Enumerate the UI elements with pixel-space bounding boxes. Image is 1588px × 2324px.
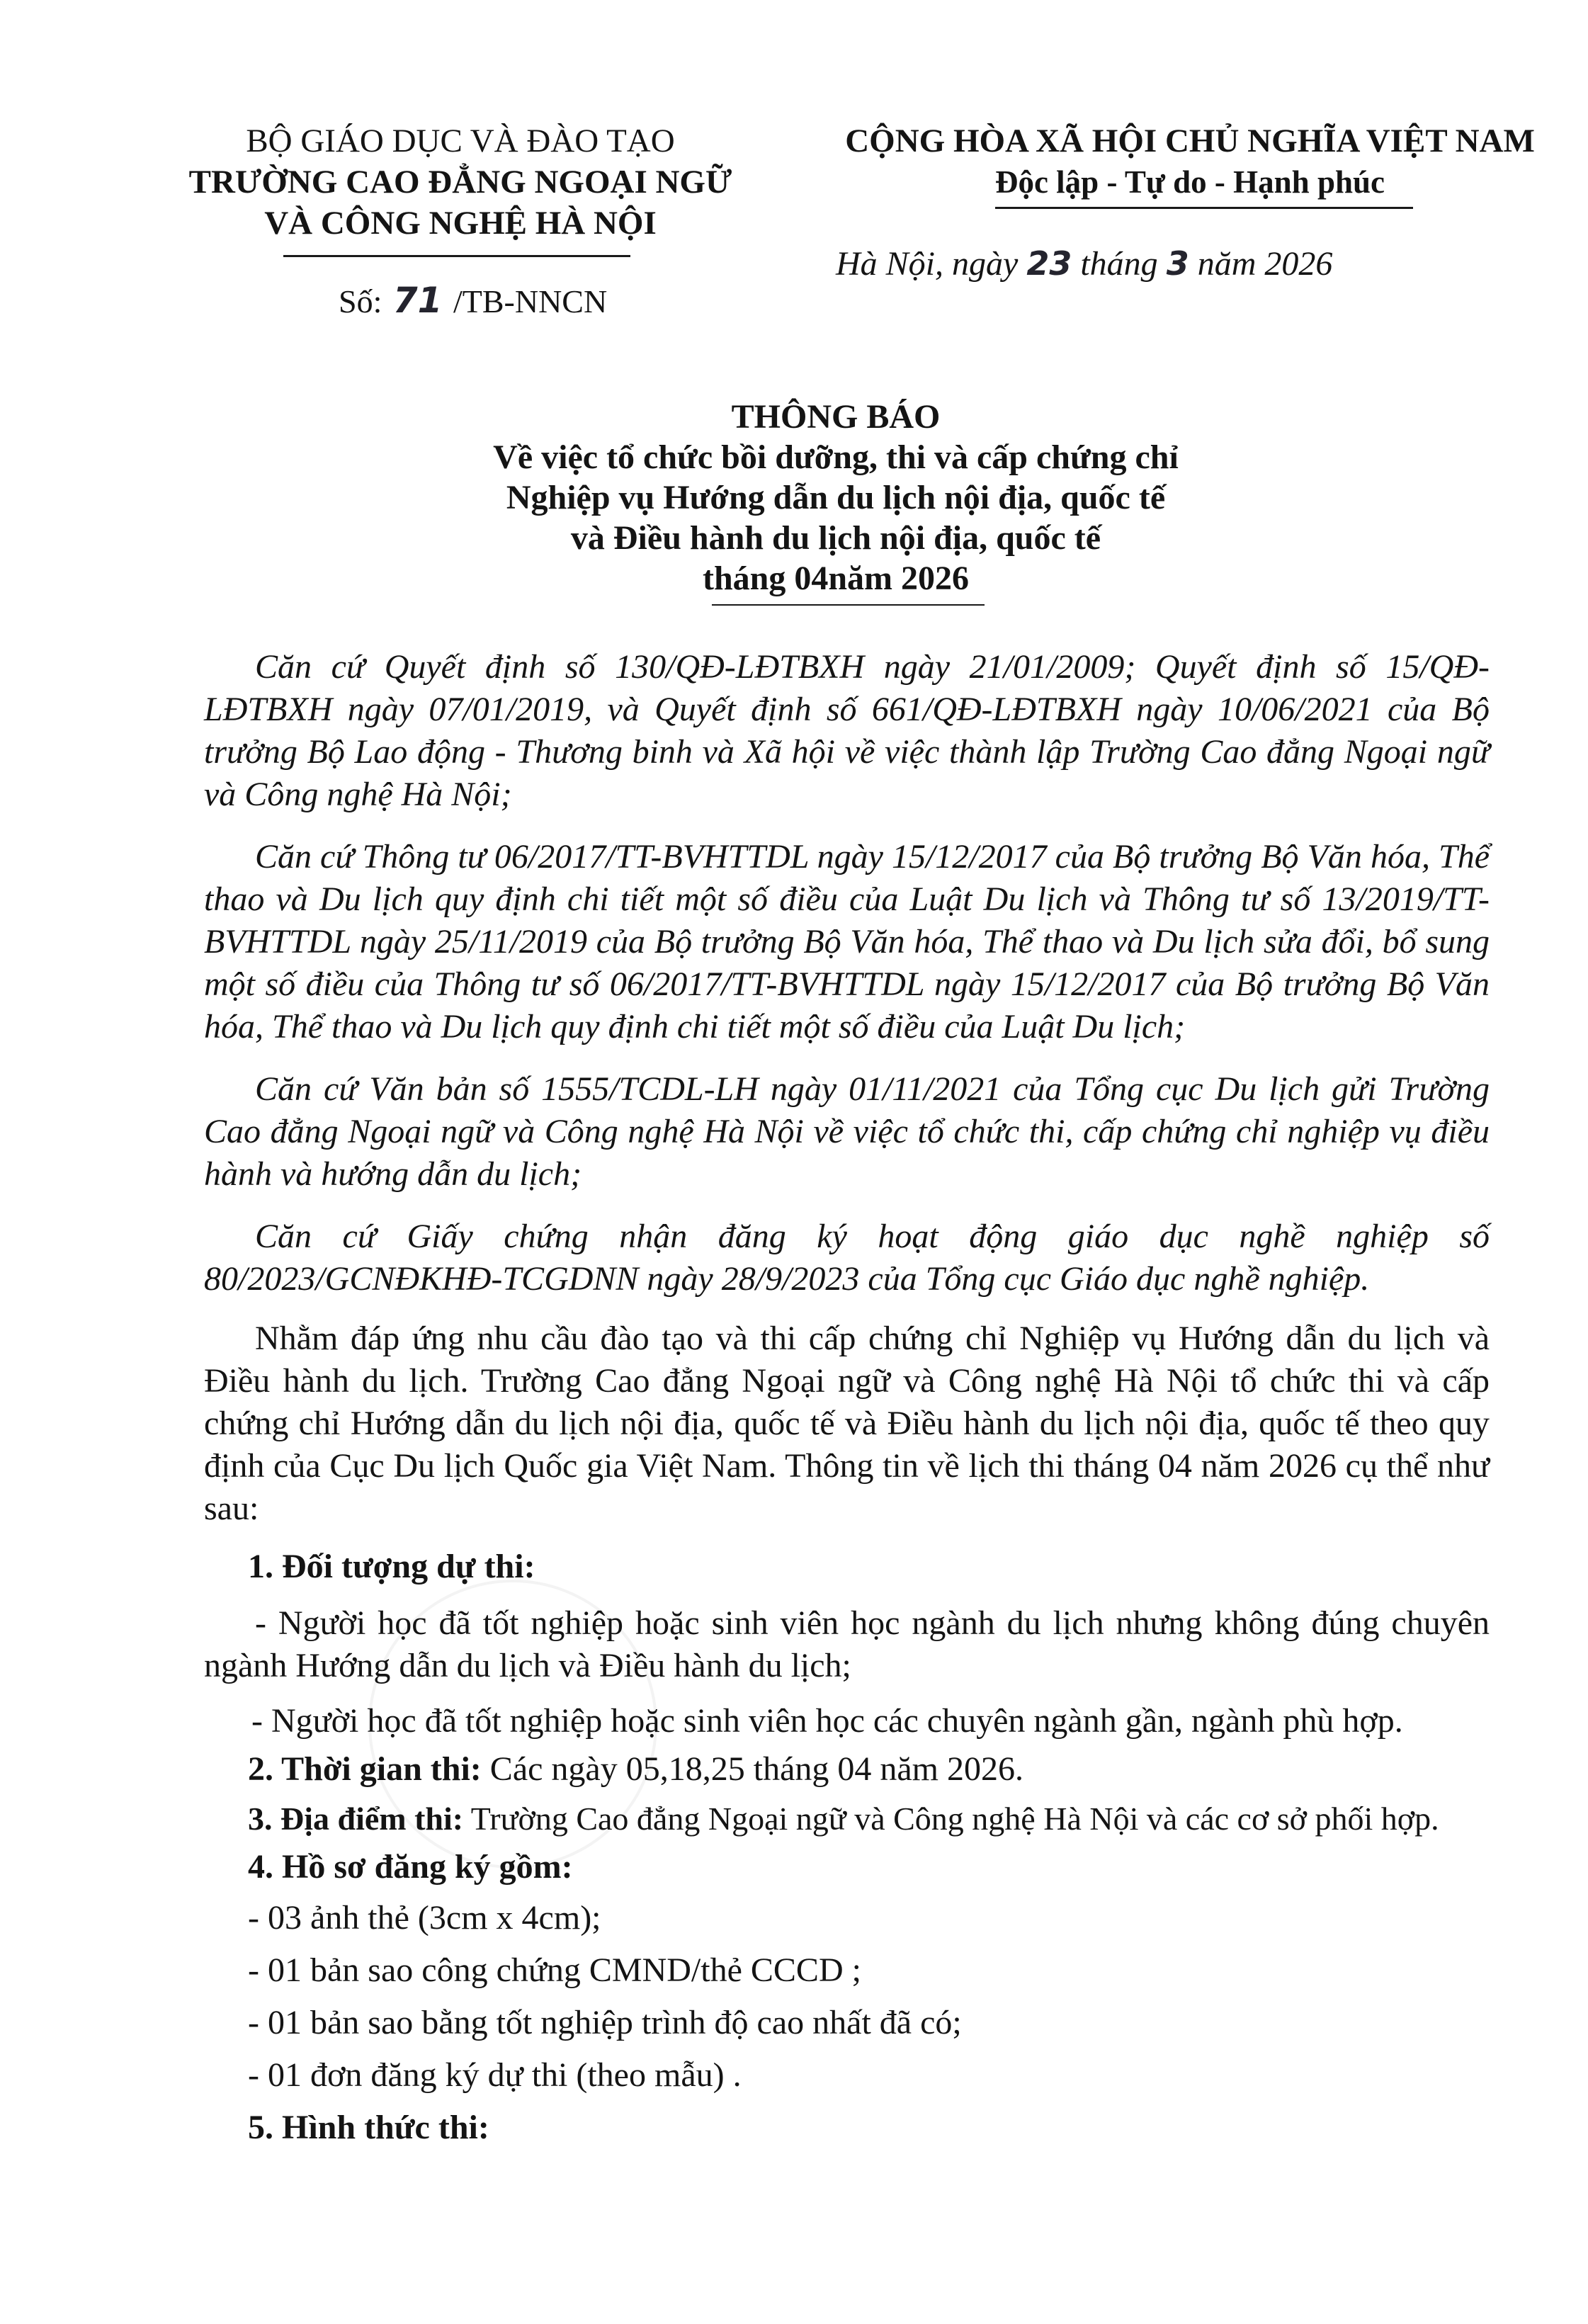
intro-paragraph: Nhằm đáp ứng nhu cầu đào tạo và thi cấp chứng chỉ Nghiệp vụ Hướng dẫn du lịch và Điều hành du lịch. Trường Cao đẳng Ngoại ngữ và Công nghệ Hà Nội tổ chức thi và cấp chứng chỉ Hướng dẫn du lịch nội địa, quốc tế và Điều hành du lịch nội địa, quốc tế theo quy định của Cục Du lịch Quốc gia Việt Nam. Thông tin về lịch thi tháng 04 năm 2026 cụ thể như sau: bbox=[204, 1320, 1490, 1527]
date-prefix: Hà Nội, ngày bbox=[836, 245, 1019, 283]
notice-subtitle-line3: và Điều hành du lịch nội địa, quốc tế bbox=[570, 519, 1101, 557]
motto-underline bbox=[995, 207, 1413, 209]
section-2-title: 2. Thời gian thi: bbox=[248, 1750, 482, 1788]
issuer-underline bbox=[283, 255, 630, 257]
title-underline bbox=[712, 604, 985, 606]
notice-title-block bbox=[212, 397, 1459, 599]
section-3 bbox=[248, 1798, 1495, 1840]
doc-number-prefix: Số: bbox=[339, 283, 382, 319]
legal-basis-2: Căn cứ Thông tư 06/2017/TT-BVHTTDL ngày 15/12/2017 của Bộ trưởng Bộ Văn hóa, Thể thao và Du lịch quy định chi tiết một số điều của Luật Du lịch và Thông tư số 13/2019/TT-BVHTTDL ngày 25/11/2019 của Bộ trưởng Bộ Văn hóa, Thể thao và Du lịch sửa đổi, bổ sung một số điều của Thông tư số 06/2017/TT-BVHTTDL ngày 15/12/2017 của Bộ trưởng Bộ Văn hóa, Thể thao và Du lịch quy định chi tiết một số điều của Luật Du lịch; bbox=[204, 838, 1490, 1045]
section-3-text: Trường Cao đẳng Ngoại ngữ và Công nghệ Hà Nội và các cơ sở phối hợp. bbox=[470, 1801, 1439, 1837]
section-4-item-4: - 01 đơn đăng ký dự thi (theo mẫu) . bbox=[248, 2056, 742, 2094]
notice-title: THÔNG BÁO bbox=[731, 398, 941, 436]
legal-basis-3: Căn cứ Văn bản số 1555/TCDL-LH ngày 01/11/2021 của Tổng cục Du lịch gửi Trường Cao đẳng Ngoại ngữ và Công nghệ Hà Nội về việc tổ chức thi, cấp chứng chỉ nghiệp vụ điều hành và hướng dẫn du lịch; bbox=[204, 1070, 1490, 1193]
school-name-line2: VÀ CÔNG NGHỆ HÀ NỘI bbox=[264, 205, 657, 242]
section-4-item-2: - 01 bản sao công chứng CMND/thẻ CCCD ; bbox=[248, 1951, 861, 1989]
section-5-title: 5. Hình thức thi: bbox=[248, 2109, 489, 2146]
notice-subtitle-line4: tháng 04năm 2026 bbox=[702, 560, 970, 597]
section-1-item-1: - Người học đã tốt nghiệp hoặc sinh viên học ngành du lịch nhưng không đúng chuyên ngành Hướng dẫn du lịch và Điều hành du lịch; bbox=[204, 1604, 1490, 1684]
date-day-handwritten: 23 bbox=[1026, 244, 1072, 283]
issue-date bbox=[836, 244, 1544, 283]
section-2 bbox=[248, 1748, 1495, 1791]
date-month-label: tháng bbox=[1080, 245, 1158, 283]
doc-number-suffix: /TB-NNCN bbox=[453, 283, 608, 319]
national-motto: Độc lập - Tự do - Hạnh phúc bbox=[994, 164, 1385, 200]
legal-basis-4: Căn cứ Giấy chứng nhận đăng ký hoạt động giáo dục nghề nghiệp số 80/2023/GCNĐKHĐ-TCGDNN ngày 28/9/2023 của Tổng cục Giáo dục nghề nghiệp. bbox=[204, 1218, 1490, 1298]
school-name-line1: TRƯỜNG CAO ĐẲNG NGOẠI NGỮ bbox=[188, 164, 732, 200]
notice-subtitle-line2: Nghiệp vụ Hướng dẫn du lịch nội địa, quốc tế bbox=[506, 479, 1166, 516]
legal-basis-1: Căn cứ Quyết định số 130/QĐ-LĐTBXH ngày 21/01/2009; Quyết định số 15/QĐ-LĐTBXH ngày 07/01/2019, và Quyết định số 661/QĐ-LĐTBXH ngày 10/06/2021 của Bộ trưởng Bộ Lao động - Thương binh và Xã hội về việc thành lập Trường Cao đẳng Ngoại ngữ và Công nghệ Hà Nội; bbox=[204, 648, 1490, 813]
date-year: năm 2026 bbox=[1197, 245, 1333, 283]
date-month-handwritten: 3 bbox=[1166, 244, 1189, 283]
section-4-title: 4. Hồ sơ đăng ký gồm: bbox=[248, 1848, 573, 1886]
section-4-item-3: - 01 bản sao bằng tốt nghiệp trình độ cao nhất đã có; bbox=[248, 2004, 962, 2041]
section-2-text: Các ngày 05,18,25 tháng 04 năm 2026. bbox=[489, 1750, 1024, 1788]
ministry-name: BỘ GIÁO DỤC VÀ ĐÀO TẠO bbox=[246, 123, 675, 159]
notice-subtitle-line1: Về việc tổ chức bồi dưỡng, thi và cấp chứng chỉ bbox=[493, 438, 1179, 476]
section-1-title: 1. Đối tượng dự thi: bbox=[248, 1548, 535, 1585]
section-4-item-1: - 03 ảnh thẻ (3cm x 4cm); bbox=[248, 1899, 601, 1937]
document-number bbox=[339, 280, 607, 321]
national-header bbox=[815, 120, 1565, 203]
issuer-block bbox=[163, 120, 758, 244]
section-3-title: 3. Địa điểm thi: bbox=[248, 1801, 464, 1837]
section-1-item-2: - Người học đã tốt nghiệp hoặc sinh viên học các chuyên ngành gần, ngành phù hợp. bbox=[251, 1702, 1403, 1740]
doc-number-handwritten: 71 bbox=[392, 280, 443, 321]
national-title: CỘNG HÒA XÃ HỘI CHỦ NGHĨA VIỆT NAM bbox=[845, 123, 1535, 159]
